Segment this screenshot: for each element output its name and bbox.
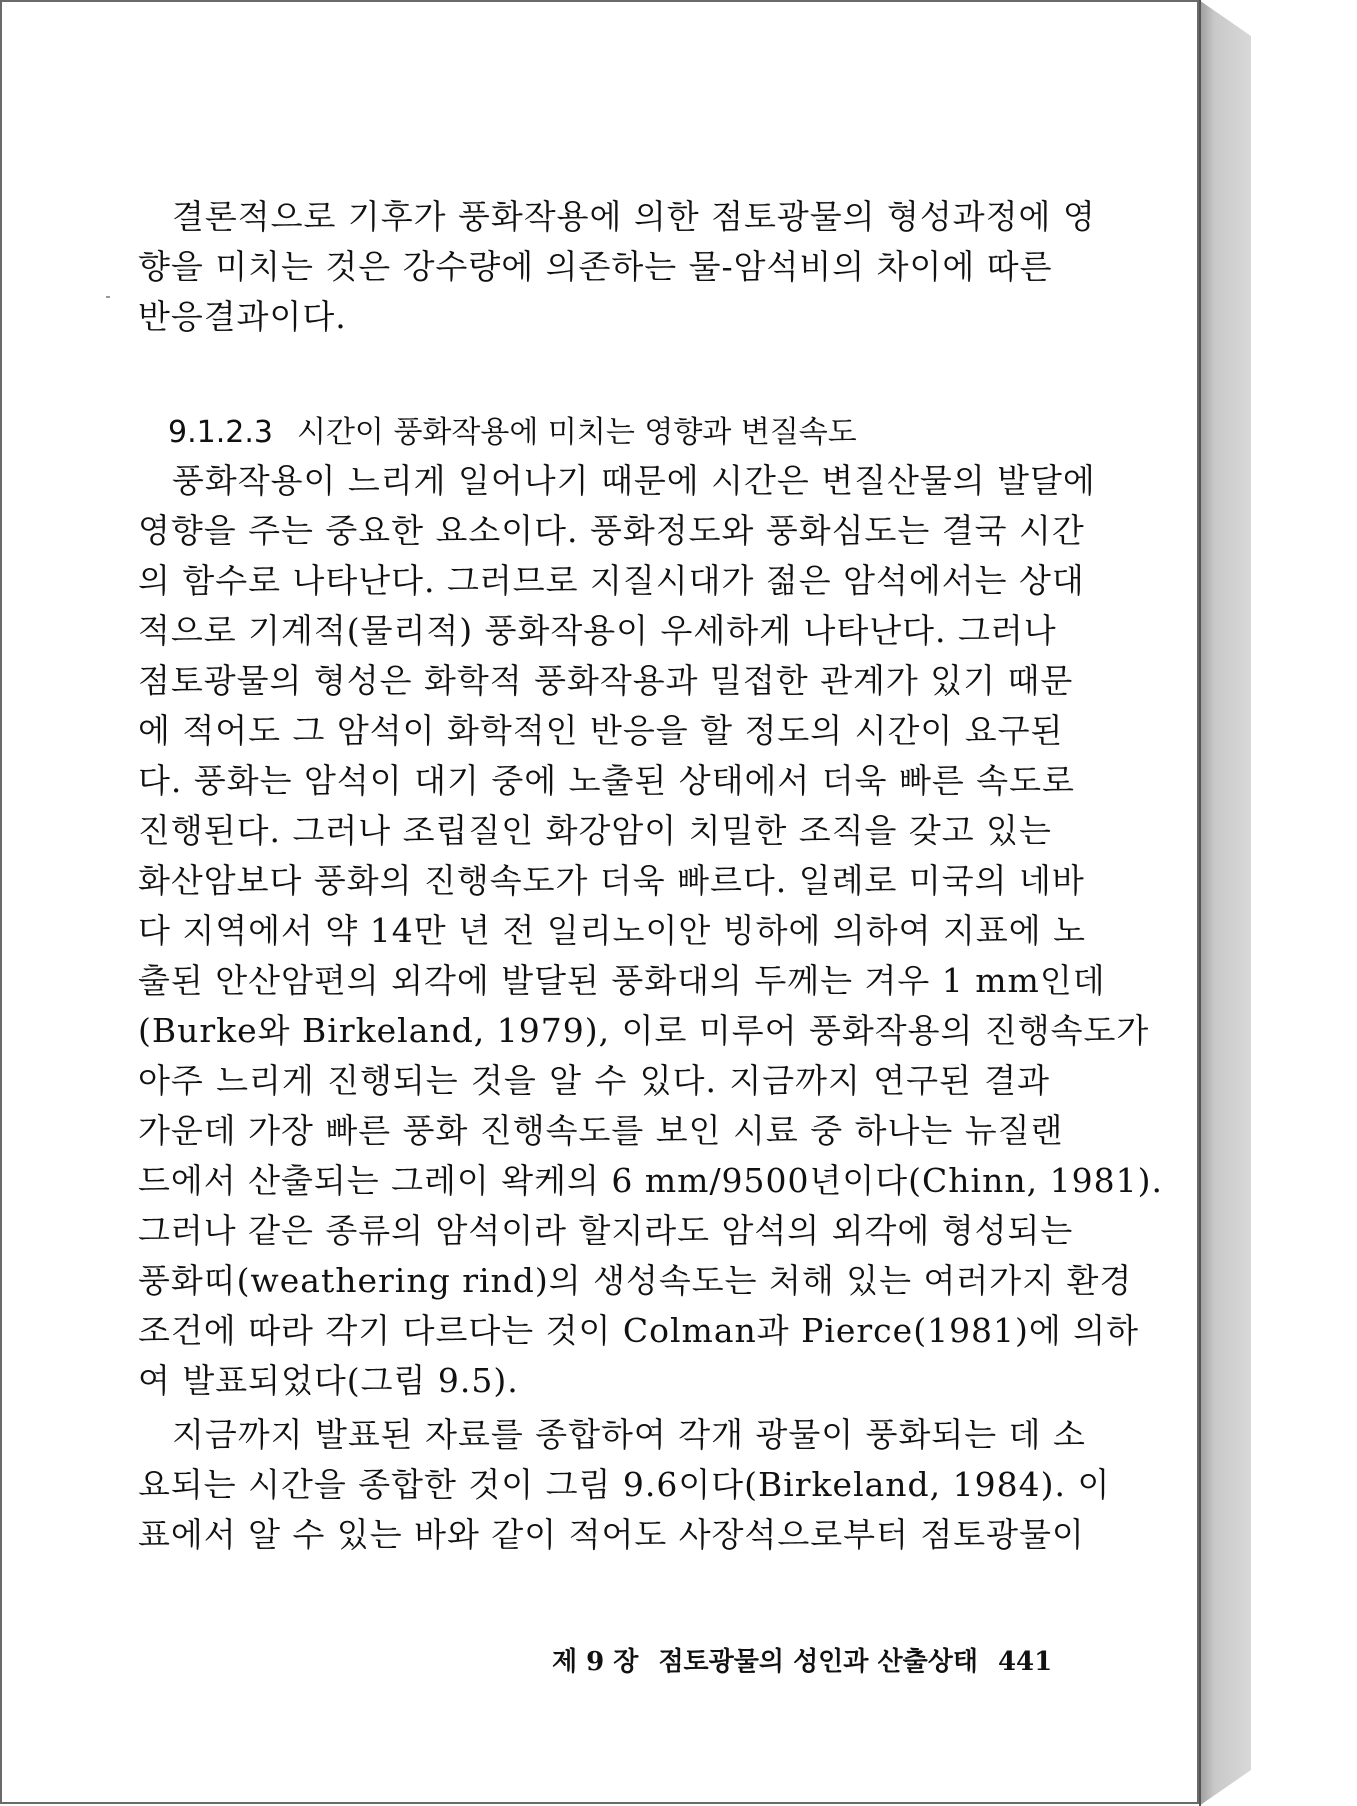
paragraph-3 <box>138 1410 1111 1560</box>
text-line: 다. 풍화는 암석이 대기 중에 노출된 상태에서 더욱 빠른 속도로 <box>138 761 1075 800</box>
paragraph-2 <box>138 456 1163 1406</box>
text-line: 아주 느리게 진행되는 것을 알 수 있다. 지금까지 연구된 결과 <box>138 1061 1050 1100</box>
page-stack-edge <box>1199 0 1251 1806</box>
text-line: 다 지역에서 약 14만 년 전 일리노이안 빙하에 의하여 지표에 노 <box>138 911 1086 950</box>
text-line: 표에서 알 수 있는 바와 같이 적어도 사장석으로부터 점토광물이 <box>138 1515 1085 1554</box>
text-line: 화산암보다 풍화의 진행속도가 더욱 빠르다. 일례로 미국의 네바 <box>138 861 1085 900</box>
text-line: 가운데 가장 빠른 풍화 진행속도를 보인 시료 중 하나는 뉴질랜 <box>138 1111 1064 1150</box>
footer-title: 점토광물의 성인과 산출상태 <box>658 1647 978 1677</box>
section-heading <box>168 408 857 458</box>
paragraph-1 <box>138 192 1096 342</box>
text-line: 결론적으로 기후가 풍화작용에 의한 점토광물의 형성과정에 영 <box>172 197 1096 236</box>
text-line: 여 발표되었다(그림 9.5). <box>138 1361 519 1400</box>
text-line: 반응결과이다. <box>138 297 347 336</box>
text-line: 향을 미치는 것은 강수량에 의존하는 물-암석비의 차이에 따른 <box>138 247 1053 286</box>
footer-chapter: 제 9 장 <box>552 1647 639 1677</box>
text-line: 영향을 주는 중요한 요소이다. 풍화정도와 풍화심도는 결국 시간 <box>138 511 1085 550</box>
section-number: 9.1.2.3 <box>168 415 273 450</box>
text-line: 출된 안산암편의 외각에 발달된 풍화대의 두께는 겨우 1 mm인데 <box>138 961 1106 1000</box>
text-line: 요되는 시간을 종합한 것이 그림 9.6이다(Birkeland, 1984). 이 <box>138 1465 1111 1504</box>
text-line: 그러나 같은 종류의 암석이라 할지라도 암석의 외각에 형성되는 <box>138 1211 1074 1250</box>
text-line: 드에서 산출되는 그레이 왁케의 6 mm/9500년이다(Chinn, 1981). <box>138 1161 1163 1200</box>
scan-mark <box>106 296 110 298</box>
text-line: 지금까지 발표된 자료를 종합하여 각개 광물이 풍화되는 데 소 <box>172 1415 1086 1454</box>
text-line: 풍화띠(weathering rind)의 생성속도는 처해 있는 여러가지 환경 <box>138 1261 1133 1300</box>
text-line: 적으로 기계적(물리적) 풍화작용이 우세하게 나타난다. 그러나 <box>138 611 1057 650</box>
text-line: 조건에 따라 각기 다르다는 것이 Colman과 Pierce(1981)에 의하 <box>138 1311 1140 1350</box>
text-line: 풍화작용이 느리게 일어나기 때문에 시간은 변질산물의 발달에 <box>172 461 1096 500</box>
text-line: 에 적어도 그 암석이 화학적인 반응을 할 정도의 시간이 요구된 <box>138 711 1064 750</box>
page-number: 441 <box>997 1647 1053 1677</box>
page-edge-line <box>1199 0 1201 1806</box>
section-title: 시간이 풍화작용에 미치는 영향과 변질속도 <box>296 415 857 450</box>
text-line: 의 함수로 나타난다. 그러므로 지질시대가 젊은 암석에서는 상대 <box>138 561 1085 600</box>
text-line: (Burke와 Birkeland, 1979), 이로 미루어 풍화작용의 진행속도가 <box>138 1011 1150 1050</box>
text-line: 진행된다. 그러나 조립질인 화강암이 치밀한 조직을 갖고 있는 <box>138 811 1052 850</box>
text-line: 점토광물의 형성은 화학적 풍화작용과 밀접한 관계가 있기 때문 <box>138 661 1074 700</box>
running-footer <box>532 1642 1053 1682</box>
